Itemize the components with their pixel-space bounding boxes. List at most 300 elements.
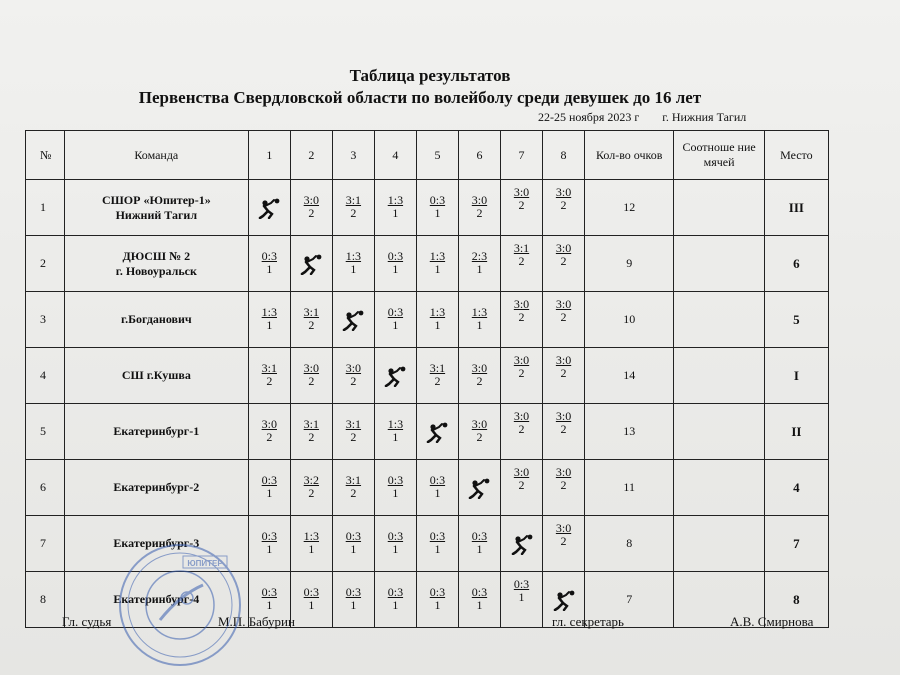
match-points: 1 — [308, 542, 315, 556]
match-points: 2 — [518, 422, 525, 436]
event-dates: 22-25 ноября 2023 г — [538, 110, 640, 124]
place-cell: I — [764, 348, 828, 404]
ratio-cell — [674, 292, 764, 348]
score-cell — [500, 460, 542, 516]
set-score: 3:1 — [303, 417, 320, 431]
set-score: 0:3 — [261, 473, 277, 487]
volleyball-player-icon — [424, 421, 450, 443]
set-score: 3:1 — [345, 417, 362, 431]
match-points: 2 — [308, 206, 315, 220]
ratio-cell — [674, 404, 764, 460]
match-points: 2 — [560, 310, 567, 324]
match-points: 2 — [560, 254, 567, 268]
score-cell — [332, 348, 374, 404]
column-header: 5 — [416, 131, 458, 180]
team-city: г. Новоуральск — [115, 263, 197, 278]
match-score — [430, 362, 445, 388]
volleyball-player-icon — [509, 533, 535, 555]
row-number: 1 — [26, 180, 65, 236]
set-score: 3:0 — [555, 353, 572, 367]
set-score: 0:3 — [387, 473, 404, 487]
diagonal-cell — [416, 404, 458, 460]
match-points: 1 — [434, 486, 441, 500]
match-score — [556, 242, 571, 268]
match-points: 2 — [518, 198, 525, 212]
score-cell — [543, 236, 585, 292]
diagonal-cell — [374, 348, 416, 404]
judge-name: М.П. Бабурин — [218, 614, 295, 629]
match-score — [346, 474, 361, 500]
match-points: 1 — [392, 262, 399, 276]
match-score — [472, 530, 487, 556]
secretary-label: гл. секретарь — [552, 614, 624, 629]
place-cell: II — [764, 404, 828, 460]
match-score — [556, 298, 571, 324]
set-score: 3:1 — [513, 241, 530, 255]
set-score: 0:3 — [387, 529, 404, 543]
set-score: 0:3 — [303, 585, 320, 599]
place-cell: 5 — [764, 292, 828, 348]
set-score: 3:0 — [345, 361, 362, 375]
diagonal-cell — [290, 236, 332, 292]
set-score: 0:3 — [261, 249, 277, 263]
match-points: 1 — [350, 598, 357, 612]
match-points: 2 — [350, 430, 357, 444]
column-header: 2 — [290, 131, 332, 180]
score-cell — [332, 180, 374, 236]
volleyball-player-icon — [256, 197, 282, 219]
place-cell: 7 — [764, 516, 828, 572]
match-points: 2 — [518, 478, 525, 492]
score-cell — [290, 516, 332, 572]
match-points: 2 — [518, 254, 525, 268]
ratio-cell — [674, 236, 764, 292]
stamp-text: ЮПИТЕР — [187, 559, 223, 568]
score-cell — [290, 292, 332, 348]
score-cell — [332, 236, 374, 292]
match-points: 2 — [560, 478, 567, 492]
set-score: 3:1 — [429, 361, 446, 375]
volleyball-player-icon — [382, 365, 408, 387]
set-score: 0:3 — [429, 193, 446, 207]
diagonal-cell — [500, 516, 542, 572]
match-score — [430, 474, 445, 500]
points-cell: 9 — [585, 236, 674, 292]
match-score — [346, 418, 361, 444]
score-cell — [290, 348, 332, 404]
match-points: 1 — [434, 206, 441, 220]
match-points: 1 — [392, 318, 399, 332]
match-points: 1 — [434, 262, 441, 276]
match-points: 1 — [266, 486, 273, 500]
set-score: 0:3 — [345, 585, 362, 599]
points-cell: 7 — [585, 572, 674, 628]
table-row — [26, 236, 829, 292]
row-number: 7 — [26, 516, 65, 572]
team-name: г.Богданович — [120, 312, 192, 326]
column-header: 7 — [500, 131, 542, 180]
match-points: 2 — [266, 430, 273, 444]
score-cell — [248, 404, 290, 460]
set-score: 1:3 — [345, 249, 362, 263]
match-points: 1 — [308, 598, 315, 612]
set-score: 0:3 — [387, 249, 404, 263]
match-score — [514, 410, 529, 436]
score-cell — [332, 404, 374, 460]
ratio-cell — [674, 180, 764, 236]
match-score — [556, 522, 571, 548]
score-cell — [332, 460, 374, 516]
team-name-cell — [64, 460, 248, 516]
score-cell — [500, 236, 542, 292]
score-cell — [500, 572, 542, 628]
score-cell — [416, 572, 458, 628]
table-row — [26, 292, 829, 348]
match-score — [472, 418, 487, 444]
document-subtitle: Первенства Свердловской области по волейболу среди девушек до 16 лет — [138, 88, 702, 107]
match-score — [430, 586, 445, 612]
column-header: Кол-во очков — [585, 131, 674, 180]
set-score: 3:0 — [555, 521, 572, 535]
set-score: 0:3 — [429, 585, 446, 599]
score-cell — [458, 516, 500, 572]
match-score — [262, 530, 277, 556]
set-score: 3:0 — [513, 353, 530, 367]
score-cell — [248, 460, 290, 516]
match-points: 2 — [308, 486, 315, 500]
match-points: 2 — [560, 422, 567, 436]
match-points: 2 — [476, 430, 483, 444]
set-score: 3:0 — [513, 297, 530, 311]
place-cell: 8 — [764, 572, 828, 628]
ratio-cell — [674, 516, 764, 572]
match-points: 2 — [560, 198, 567, 212]
score-cell — [500, 180, 542, 236]
match-points: 1 — [434, 318, 441, 332]
score-cell — [500, 404, 542, 460]
match-points: 2 — [518, 366, 525, 380]
score-cell — [458, 404, 500, 460]
set-score: 3:0 — [471, 361, 488, 375]
table-row — [26, 404, 829, 460]
place-cell: III — [764, 180, 828, 236]
column-header: Место — [764, 131, 828, 180]
score-cell — [500, 348, 542, 404]
match-points: 1 — [392, 430, 399, 444]
match-score — [472, 194, 487, 220]
set-score: 3:0 — [261, 417, 277, 431]
score-cell — [290, 460, 332, 516]
match-points: 1 — [266, 598, 273, 612]
points-cell: 8 — [585, 516, 674, 572]
match-score — [388, 530, 403, 556]
score-cell — [332, 516, 374, 572]
match-points: 2 — [350, 206, 357, 220]
match-points: 2 — [476, 206, 483, 220]
score-cell — [416, 236, 458, 292]
set-score: 0:3 — [387, 585, 404, 599]
ratio-cell — [674, 460, 764, 516]
points-cell: 10 — [585, 292, 674, 348]
score-cell — [248, 348, 290, 404]
set-score: 0:3 — [345, 529, 362, 543]
set-score: 3:0 — [303, 361, 320, 375]
set-score: 2:3 — [471, 249, 488, 263]
date-location-line — [538, 110, 746, 125]
row-number: 3 — [26, 292, 65, 348]
match-points: 1 — [476, 542, 483, 556]
team-name: ДЮСШ № 2 — [122, 248, 191, 263]
match-points: 1 — [518, 590, 525, 604]
set-score: 3:0 — [555, 185, 572, 199]
team-name: Екатеринбург-3 — [113, 536, 200, 550]
score-cell — [543, 180, 585, 236]
score-cell — [500, 292, 542, 348]
match-score — [430, 250, 445, 276]
match-points: 1 — [392, 542, 399, 556]
place-cell: 6 — [764, 236, 828, 292]
score-cell — [248, 292, 290, 348]
official-stamp — [115, 540, 245, 670]
match-score — [514, 354, 529, 380]
match-points: 1 — [392, 206, 399, 220]
team-name-cell — [64, 292, 248, 348]
score-cell — [248, 236, 290, 292]
points-cell: 12 — [585, 180, 674, 236]
column-header: 4 — [374, 131, 416, 180]
column-header: № — [26, 131, 65, 180]
match-points: 1 — [392, 486, 399, 500]
match-score — [346, 586, 361, 612]
set-score: 1:3 — [429, 305, 446, 319]
match-score — [304, 530, 319, 556]
set-score: 1:3 — [429, 249, 446, 263]
volleyball-player-icon — [551, 589, 577, 611]
table-row — [26, 180, 829, 236]
match-points: 2 — [350, 486, 357, 500]
match-points: 1 — [350, 542, 357, 556]
score-cell — [374, 236, 416, 292]
score-cell — [416, 460, 458, 516]
score-cell — [332, 572, 374, 628]
score-cell — [458, 572, 500, 628]
match-points: 2 — [350, 374, 357, 388]
score-cell — [416, 180, 458, 236]
set-score: 3:1 — [261, 361, 277, 375]
table-row — [26, 348, 829, 404]
row-number: 5 — [26, 404, 65, 460]
place-cell: 4 — [764, 460, 828, 516]
match-points: 2 — [434, 374, 441, 388]
match-score — [346, 530, 361, 556]
match-score — [388, 250, 403, 276]
set-score: 3:0 — [555, 297, 572, 311]
team-name-cell — [64, 404, 248, 460]
score-cell — [374, 180, 416, 236]
team-name-cell — [64, 236, 248, 292]
set-score: 1:3 — [387, 417, 404, 431]
match-score — [262, 306, 277, 332]
event-city: г. Нижния Тагил — [662, 110, 747, 124]
set-score: 0:3 — [513, 577, 530, 591]
set-score: 3:1 — [345, 193, 362, 207]
score-cell — [416, 292, 458, 348]
match-score — [556, 466, 571, 492]
match-score — [388, 194, 403, 220]
score-cell — [290, 572, 332, 628]
set-score: 3:2 — [303, 473, 320, 487]
row-number: 2 — [26, 236, 65, 292]
column-header: 8 — [543, 131, 585, 180]
judge-label: Гл. судья — [62, 614, 112, 629]
column-header: 1 — [248, 131, 290, 180]
set-score: 0:3 — [471, 529, 488, 543]
match-points: 1 — [266, 262, 273, 276]
match-score — [514, 298, 529, 324]
set-score: 3:0 — [555, 465, 572, 479]
table-header-row — [26, 131, 829, 180]
row-number: 4 — [26, 348, 65, 404]
team-name: СШОР «Юпитер-1» — [101, 192, 211, 207]
set-score: 0:3 — [429, 473, 446, 487]
points-cell: 11 — [585, 460, 674, 516]
match-points: 2 — [560, 534, 567, 548]
set-score: 3:0 — [555, 241, 572, 255]
column-header: 6 — [458, 131, 500, 180]
table-row — [26, 460, 829, 516]
match-score — [430, 306, 445, 332]
diagonal-cell — [332, 292, 374, 348]
match-score — [304, 474, 319, 500]
match-score — [346, 194, 361, 220]
secretary-name: А.В. Смирнова — [730, 614, 814, 629]
match-points: 1 — [350, 262, 357, 276]
ratio-cell — [674, 348, 764, 404]
set-score: 3:0 — [513, 409, 530, 423]
set-score: 3:0 — [303, 193, 320, 207]
match-score — [262, 474, 277, 500]
document-title: Таблица результатов — [349, 66, 511, 85]
match-score — [262, 586, 277, 612]
match-score — [472, 586, 487, 612]
match-score — [430, 194, 445, 220]
set-score: 3:0 — [513, 185, 530, 199]
set-score: 0:3 — [261, 529, 277, 543]
set-score: 3:1 — [303, 305, 320, 319]
match-score — [304, 306, 319, 332]
diagonal-cell — [458, 460, 500, 516]
score-cell — [543, 404, 585, 460]
team-name-cell — [64, 348, 248, 404]
diagonal-cell — [248, 180, 290, 236]
volleyball-player-icon — [340, 309, 366, 331]
score-cell — [290, 180, 332, 236]
score-cell — [374, 404, 416, 460]
points-cell: 14 — [585, 348, 674, 404]
match-score — [514, 186, 529, 212]
column-header: Команда — [64, 131, 248, 180]
match-points: 2 — [266, 374, 273, 388]
match-points: 2 — [518, 310, 525, 324]
match-points: 2 — [560, 366, 567, 380]
match-score — [388, 306, 403, 332]
volleyball-player-icon — [298, 253, 324, 275]
match-score — [514, 578, 529, 604]
match-score — [472, 362, 487, 388]
score-cell — [543, 348, 585, 404]
column-header: Соотноше ние мячей — [674, 131, 764, 180]
row-number: 6 — [26, 460, 65, 516]
match-points: 2 — [476, 374, 483, 388]
team-name-cell — [64, 180, 248, 236]
set-score: 1:3 — [387, 193, 404, 207]
score-cell — [458, 180, 500, 236]
match-points: 1 — [434, 598, 441, 612]
score-cell — [374, 516, 416, 572]
match-score — [262, 362, 277, 388]
team-name: Екатеринбург-2 — [113, 480, 200, 494]
score-cell — [543, 292, 585, 348]
set-score: 3:0 — [471, 417, 488, 431]
set-score: 0:3 — [387, 305, 404, 319]
match-points: 2 — [308, 430, 315, 444]
set-score: 0:3 — [261, 585, 277, 599]
match-score — [388, 474, 403, 500]
match-score — [304, 418, 319, 444]
match-score — [262, 250, 277, 276]
match-score — [472, 306, 487, 332]
match-score — [556, 410, 571, 436]
set-score: 3:0 — [555, 409, 572, 423]
set-score: 3:1 — [345, 473, 362, 487]
score-cell — [458, 236, 500, 292]
match-score — [388, 586, 403, 612]
match-score — [304, 586, 319, 612]
set-score: 1:3 — [261, 305, 277, 319]
column-header: 3 — [332, 131, 374, 180]
set-score: 1:3 — [471, 305, 488, 319]
match-score — [556, 186, 571, 212]
score-cell — [374, 572, 416, 628]
team-city: Нижний Тагил — [115, 207, 198, 222]
score-cell — [416, 348, 458, 404]
score-cell — [248, 516, 290, 572]
volleyball-player-icon — [466, 477, 492, 499]
score-cell — [374, 292, 416, 348]
match-points: 1 — [476, 318, 483, 332]
match-score — [472, 250, 487, 276]
match-points: 1 — [392, 598, 399, 612]
row-number: 8 — [26, 572, 65, 628]
match-score — [346, 250, 361, 276]
match-points: 2 — [308, 318, 315, 332]
score-cell — [374, 460, 416, 516]
match-score — [556, 354, 571, 380]
set-score: 3:0 — [471, 193, 488, 207]
score-cell — [458, 292, 500, 348]
team-name: Екатеринбург-1 — [113, 424, 200, 438]
match-score — [304, 194, 319, 220]
set-score: 3:0 — [513, 465, 530, 479]
match-points: 1 — [476, 262, 483, 276]
match-points: 1 — [434, 542, 441, 556]
match-points: 1 — [476, 598, 483, 612]
match-score — [262, 418, 277, 444]
score-cell — [290, 404, 332, 460]
match-score — [514, 466, 529, 492]
match-points: 1 — [266, 542, 273, 556]
set-score: 1:3 — [303, 529, 320, 543]
